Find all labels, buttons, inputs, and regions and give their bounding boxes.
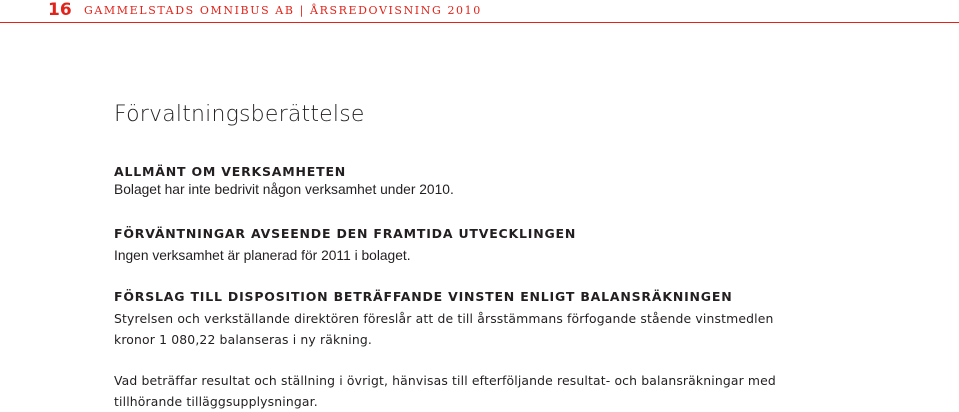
body-line: tillhörande tilläggsupplysningar. xyxy=(114,394,318,409)
closing-paragraph xyxy=(114,370,834,412)
body-line: Styrelsen och verkställande direktören föreslår att de till årsstämmans förfogande stående vinstmedlen xyxy=(114,311,774,326)
section-heading-future: FÖRVÄNTNINGAR AVSEENDE DEN FRAMTIDA UTVECKLINGEN xyxy=(114,226,577,241)
section-body-disposition xyxy=(114,308,834,350)
section-heading-general: ALLMÄNT OM VERKSAMHETEN xyxy=(114,164,347,179)
body-line: kronor 1 080,22 balanseras i ny räkning. xyxy=(114,332,372,347)
body-line: Vad beträffar resultat och ställning i övrigt, hänvisas till efterföljande resultat- och balansräkningar med xyxy=(114,373,776,388)
running-title: GAMMELSTADS OMNIBUS AB | ÅRSREDOVISNING 2010 xyxy=(84,4,482,17)
body-line: Ingen verksamhet är planerad för 2011 i bolaget. xyxy=(114,248,411,263)
page-title: Förvaltningsberättelse xyxy=(114,102,365,127)
header-rule xyxy=(0,22,959,23)
page-header xyxy=(0,0,959,22)
section-body-general xyxy=(114,180,454,200)
section-heading-disposition: FÖRSLAG TILL DISPOSITION BETRÄFFANDE VINSTEN ENLIGT BALANSRÄKNINGEN xyxy=(114,289,733,304)
page-number: 16 xyxy=(48,0,72,20)
body-line: Bolaget har inte bedrivit någon verksamhet under 2010. xyxy=(114,182,454,197)
section-body-future xyxy=(114,246,411,266)
